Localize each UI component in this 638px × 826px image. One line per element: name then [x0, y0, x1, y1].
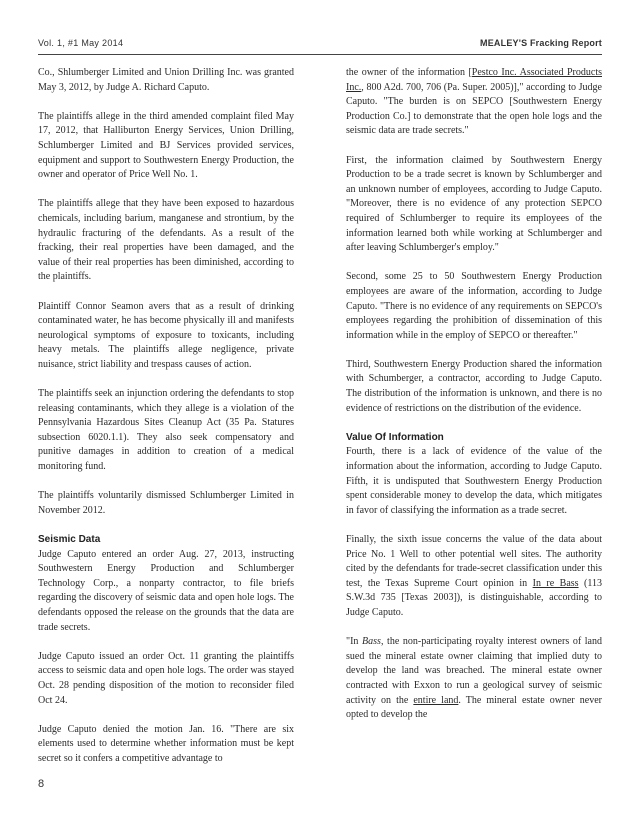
text-run: Finally, the sixth issue concerns the value of the data about Price No. 1 Well to other potential well sites. The authority cited by the defendants for trade-secret classification under this test, the Texas Supreme Court opinion in [346, 534, 602, 589]
paragraph [346, 635, 602, 723]
running-header [38, 38, 602, 52]
left-column [38, 66, 294, 781]
text-run: "In [346, 636, 363, 648]
paragraph: Plaintiff Connor Seamon avers that as a result of drinking contaminated water, he has become physically ill and manifests neurological symptoms of exposure to toxicants, including heavy metals. The plaintiffs allege negligence, private nuisance, strict liability and trespass causes of action. [38, 300, 294, 370]
paragraph: Fourth, there is a lack of evidence of the value of the information about the information, according to Judge Caputo. Fifth, it is undisputed that Southwestern Energy Production spent considerable money to develop the data, which mitigates in favor of classifying the information as a trade secret. [346, 446, 602, 516]
publication-title: MEALEY'S Fracking Report [480, 38, 602, 48]
text-run: . The mineral estate owner never opted to develop the [346, 694, 602, 721]
paragraph [346, 66, 602, 139]
section-heading-seismic-data: Seismic Data [38, 534, 101, 545]
case-citation-link[interactable]: Pestco Inc. Associated Products Inc. [346, 67, 602, 93]
text-run: (113 S.W.3d 735 [Texas 2003]), is distinguishable, according to Judge Caputo. [346, 577, 602, 618]
paragraph: The plaintiffs seek an injunction ordering the defendants to stop releasing contaminants, which they allege is a violation of the Pennsylvania Hazardous Sites Cleanup Act (35 Pa. Statures subsection 6020.1.1). They also seek compensatory and punitive damages in addition to creation of a medical monitoring fund. [38, 388, 294, 473]
case-name-italic: Bass [362, 636, 381, 648]
paragraph: Judge Caputo denied the motion Jan. 16. "There are six elements used to determine whether information must be kept secret so it confers a competitive advantage to [38, 723, 294, 764]
underlined-phrase[interactable]: entire land [413, 694, 459, 706]
paragraph: Judge Caputo issued an order Oct. 11 granting the plaintiffs access to seismic data and open hole logs. The order was stayed Oct. 28 pending disposition of the motion to reconsider filed Oct 24. [38, 650, 294, 706]
paragraph [346, 533, 602, 621]
paragraph: First, the information claimed by Southwestern Energy Production to be a trade secret is known by Schlumberger and an unknown number of employees, according to Judge Caputo. "Moreover, there is no evidence of any protection SEPCO required of Schlumberger to require its employees of the information learned both while working at Schlumberger and after leaving Schlumberger's employ." [346, 154, 602, 254]
header-rule [38, 54, 602, 55]
text-run: , the non-participating royalty interest owners of land sued the mineral estate owner claiming that implied duty to develop the land was breached. The mineral estate owner contracted with Exxon to run a geological survey of seismic activity on the [346, 636, 602, 706]
paragraph: The plaintiffs voluntarily dismissed Schlumberger Limited in November 2012. [38, 490, 294, 516]
issue-info: Vol. 1, #1 May 2014 [38, 38, 124, 48]
paragraph: Second, some 25 to 50 Southwestern Energy Production employees are aware of the information, according to Judge Caputo. "There is no evidence of any requirements on SEPCO's employees regarding the prohibition of dissemination of this information while in the employ of SEPCO or thereafter." [346, 271, 602, 341]
paragraph: Third, Southwestern Energy Production shared the information with Schumberger, a contractor, according to Judge Caputo. The distribution of the information is unknown, and there is no evidence of restrictions on the distribution of the evidence. [346, 358, 602, 414]
text-run: the owner of the information [ [346, 67, 472, 78]
paragraph: The plaintiffs allege that they have been exposed to hazardous chemicals, including barium, manganese and strontium, by the hydraulic fracturing of the defendants. As a result of the fracking, their real properties have been damaged, and the value of their real properties has been diminished, according to the plaintiffs. [38, 198, 294, 283]
page-number: 8 [38, 778, 45, 790]
section-heading-value-of-information: Value Of Information [346, 431, 444, 443]
case-citation-link[interactable]: In re Bass [532, 577, 579, 589]
paragraph: Co., Shlumberger Limited and Union Drilling Inc. was granted May 3, 2012, by Judge A. Richard Caputo. [38, 67, 294, 93]
paragraph: Judge Caputo entered an order Aug. 27, 2013, instructing Southwestern Energy Production and Schlumberger Technology Corp., a nonparty contractor, to file briefs regarding the discovery of seismic data and open hole logs. The defendants opposed the release on the grounds that the data are trade secrets. [38, 548, 294, 633]
text-run: , 800 A2d. 700, 706 (Pa. Super. 2005)]," according to Judge Caputo. "The burden is on SEPCO [Southwestern Energy Production Co.] to demonstrate that the open hole logs and the seismic data are trade secrets." [346, 81, 602, 137]
right-column [346, 66, 602, 737]
paragraph: The plaintiffs allege in the third amended complaint filed May 17, 2012, that Halliburton Energy Services, Union Drilling, Schlumberger Limited and BJ Services provided services, equipment and support to Southwestern Energy Production, the owner and operator of Price Well No. 1. [38, 110, 294, 181]
